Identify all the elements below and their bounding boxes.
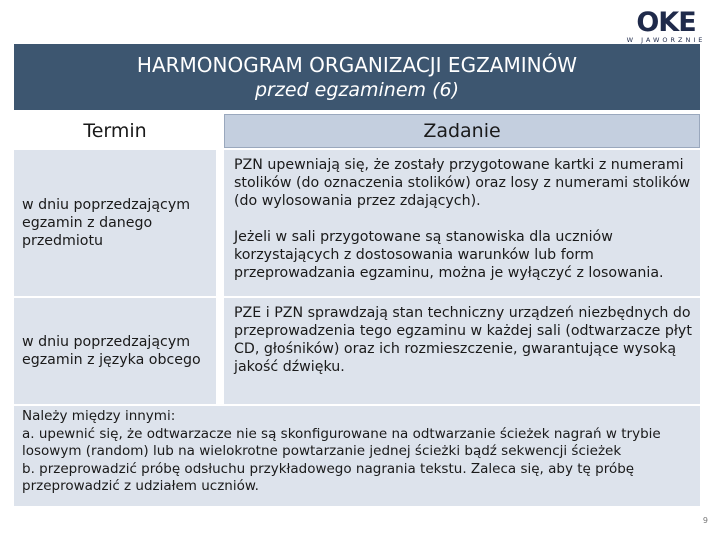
- slide-title-bar: [14, 44, 700, 110]
- note-box: [14, 406, 700, 506]
- page-number: 9: [702, 516, 708, 525]
- table-row-2-zadanie-cell: [224, 298, 700, 404]
- row-1-termin: w dniu poprzedzającym egzamin z danego przedmiotu: [22, 197, 191, 249]
- row-2-termin: w dniu poprzedzającym egzamin z języka obcego: [22, 334, 201, 368]
- table-row-1-termin-cell: [14, 150, 216, 296]
- oke-logo: [620, 8, 712, 44]
- oke-logo-mark: [620, 8, 712, 34]
- row-1-zadanie-paragraph-1: PZN upewniają się, że zostały przygotowane kartki z numerami stolików (do oznaczenia stolików) oraz losy z numerami stolików (do wylosowania przez zdających).: [234, 157, 691, 209]
- column-header-zadanie: Zadanie: [224, 114, 700, 148]
- column-header-termin: Termin: [14, 114, 216, 148]
- note-item-a: a. upewnić się, że odtwarzacze nie są skonfigurowane na odtwarzanie ścieżek nagrań w trybie losowym (random) lub na wielokrotne powtarzanie jednej ścieżki bądź sekwencji ścieżek: [22, 425, 661, 460]
- slide-title: HARMONOGRAM ORGANIZACJI EGZAMINÓW: [136, 53, 578, 77]
- oke-logo-subtitle: W JAWORZNIE: [626, 36, 706, 44]
- oke-logo-text: OKE: [636, 8, 696, 34]
- slide-subtitle: przed egzaminem (6): [255, 79, 459, 101]
- table-row-2-termin-cell: [14, 298, 216, 404]
- row-1-zadanie-paragraph-2: Jeżeli w sali przygotowane są stanowiska dla uczniów korzystających z dostosowania warunków lub form przeprowadzania egzaminu, można je wyłączyć z losowania.: [234, 229, 664, 281]
- note-item-b: b. przeprowadzić próbę odsłuchu przykładowego nagrania tekstu. Zaleca się, aby tę próbę przeprowadzić z udziałem uczniów.: [22, 460, 635, 495]
- row-2-zadanie-paragraph-1: PZE i PZN sprawdzają stan techniczny urządzeń niezbędnych do przeprowadzenia tego egzaminu w każdej sali (odtwarzacze płyt CD, głośników) oraz ich rozmieszczenie, gwarantujące wysoką jakość dźwięku.: [234, 305, 692, 375]
- note-intro: Należy między innymi:: [22, 408, 176, 424]
- table-row-1-zadanie-cell: [224, 150, 700, 296]
